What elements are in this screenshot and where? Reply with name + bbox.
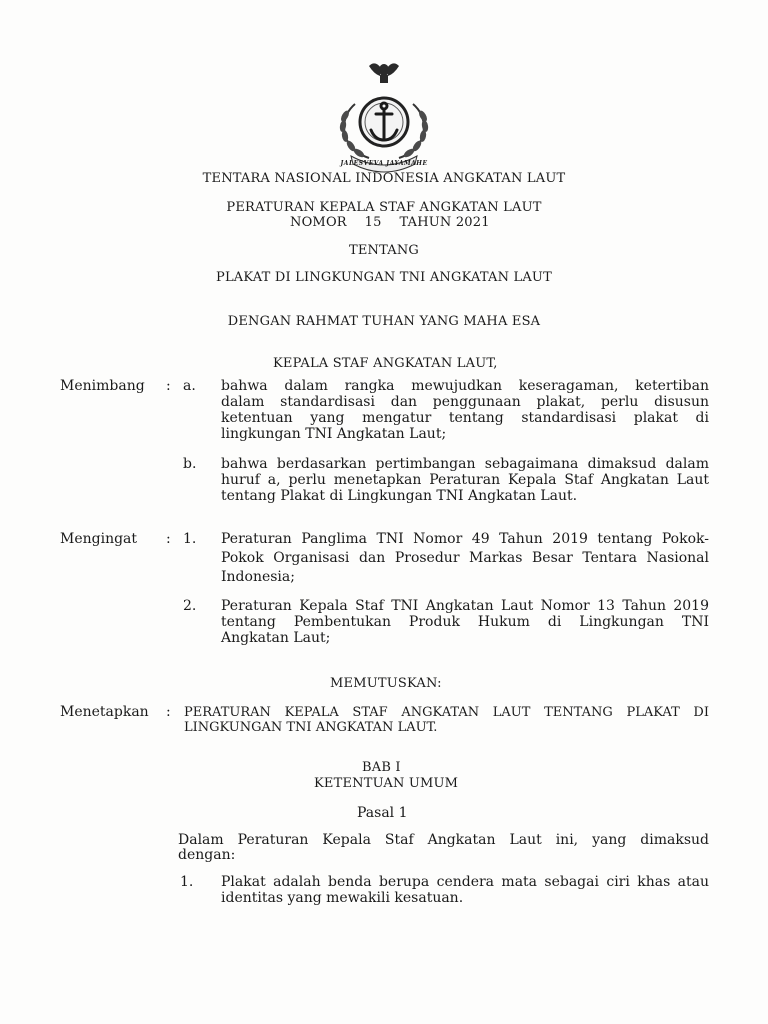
- menimbang-colon: :: [166, 378, 171, 394]
- menimbang-b-line-2: huruf a, perlu menetapkan Peraturan Kepala Staf Angkatan Laut: [221, 472, 709, 488]
- regulation-subject: PLAKAT DI LINGKUNGAN TNI ANGKATAN LAUT: [216, 270, 552, 285]
- grace-statement: DENGAN RAHMAT TUHAN YANG MAHA ESA: [227, 314, 541, 329]
- article-intro-line-1: Dalam Peraturan Kepala Staf Angkatan Laut ini, yang dimaksud: [178, 832, 709, 848]
- menimbang-a-line-3: ketentuan yang mengatur tentang standardisasi plakat di: [221, 410, 709, 426]
- article-item-1-marker: 1.: [180, 874, 194, 890]
- about-heading: TENTANG: [348, 243, 420, 258]
- article-item-1-line-1: Plakat adalah benda berupa cendera mata sebagai ciri khas atau: [221, 874, 709, 890]
- mengingat-colon: :: [166, 531, 171, 547]
- mengingat-2-line-3: Angkatan Laut;: [221, 630, 331, 646]
- menimbang-b-marker: b.: [183, 456, 197, 472]
- menetapkan-line-2: LINGKUNGAN TNI ANGKATAN LAUT.: [184, 720, 438, 735]
- regulation-title: PERATURAN KEPALA STAF ANGKATAN LAUT: [226, 200, 542, 215]
- mengingat-label: Mengingat: [60, 531, 138, 547]
- year-label: TAHUN 2021: [399, 215, 490, 230]
- mengingat-1-marker: 1.: [183, 531, 197, 547]
- regulation-number: 15: [364, 215, 382, 230]
- menetapkan-colon: :: [166, 704, 171, 720]
- memutuskan-heading: MEMUTUSKAN:: [330, 676, 442, 691]
- menimbang-b-line-1: bahwa berdasarkan pertimbangan sebagaimana dimaksud dalam: [221, 456, 709, 472]
- article-intro-line-2: dengan:: [178, 847, 236, 863]
- menimbang-a-line-4: lingkungan TNI Angkatan Laut;: [221, 426, 447, 442]
- article-title: Pasal 1: [357, 805, 408, 821]
- emblem-motto: JALESVEVA JAYAMAHE: [340, 160, 428, 167]
- menetapkan-line-1: PERATURAN KEPALA STAF ANGKATAN LAUT TENTANG PLAKAT DI: [184, 705, 709, 720]
- mengingat-1-line-1: Peraturan Panglima TNI Nomor 49 Tahun 2019 tentang Pokok-: [221, 531, 709, 547]
- mengingat-2-line-1: Peraturan Kepala Staf TNI Angkatan Laut Nomor 13 Tahun 2019: [221, 598, 709, 614]
- chapter-number: BAB I: [362, 760, 401, 775]
- menimbang-a-line-2: dalam standardisasi dan penggunaan plakat, perlu disusun: [221, 394, 709, 410]
- chapter-title: KETENTUAN UMUM: [314, 776, 459, 791]
- mengingat-2-marker: 2.: [183, 598, 197, 614]
- menimbang-label: Menimbang: [60, 378, 145, 394]
- mengingat-2-line-2: tentang Pembentukan Produk Hukum di Lingkungan TNI: [221, 614, 709, 630]
- article-item-1-line-2: identitas yang mewakili kesatuan.: [221, 890, 464, 906]
- number-label: NOMOR: [290, 215, 347, 230]
- navy-emblem-logo: [325, 56, 443, 174]
- menimbang-b-line-3: tentang Plakat di Lingkungan TNI Angkatan Laut.: [221, 488, 578, 504]
- menimbang-a-marker: a.: [183, 378, 196, 394]
- authority-heading: KEPALA STAF ANGKATAN LAUT,: [273, 356, 498, 371]
- mengingat-1-line-2: Pokok Organisasi dan Prosedur Markas Besar Tentara Nasional: [221, 550, 709, 566]
- menetapkan-label: Menetapkan: [60, 704, 149, 720]
- mengingat-1-line-3: Indonesia;: [221, 569, 295, 585]
- regulation-number-line: [290, 215, 490, 230]
- institution-name: TENTARA NASIONAL INDONESIA ANGKATAN LAUT: [202, 171, 566, 186]
- menimbang-a-line-1: bahwa dalam rangka mewujudkan keseragaman, ketertiban: [221, 378, 709, 394]
